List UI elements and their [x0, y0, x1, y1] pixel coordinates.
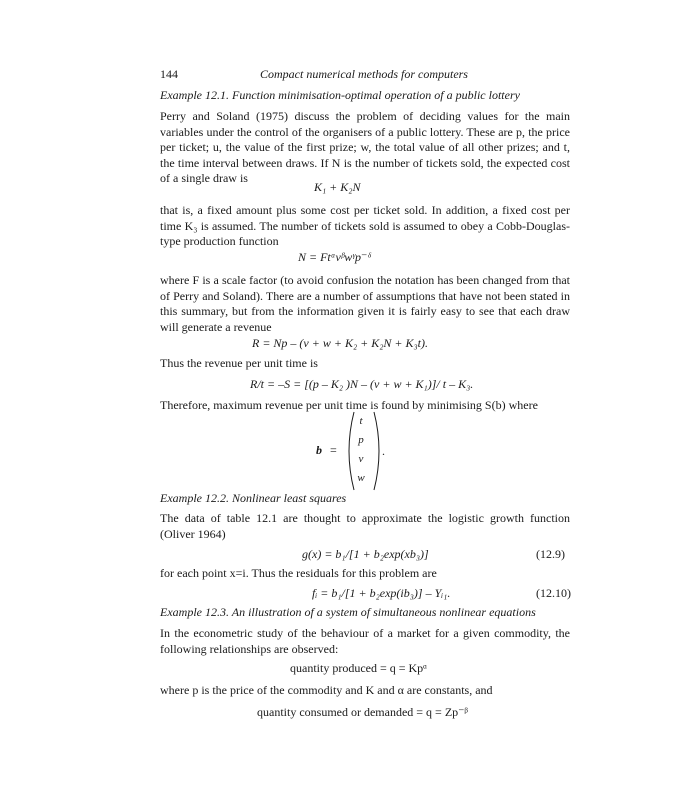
- page-number: 144: [160, 67, 178, 81]
- example-12-1-paragraph-2: that is, a fixed amount plus some cost per ticket sold. In addition, a fixed cost per time K₃ is assumed. The number of tickets sold is assumed to obey a Cobb-Douglas-type production function: [160, 203, 570, 248]
- page-header: [160, 67, 570, 83]
- example-12-1-title: Example 12.1. Function minimisation-optimal operation of a public lottery: [160, 88, 520, 102]
- example-12-2-paragraph-2: for each point x=i. Thus the residuals for this problem are: [160, 566, 437, 580]
- running-title: Compact numerical methods for computers: [260, 67, 468, 81]
- equation-revenue-rate: R/t = –S = [(p – K₂ )N – (v + w + K₁)]/ t – K₃.: [250, 377, 474, 391]
- equation-expected-cost: K₁ + K₂N: [314, 180, 361, 194]
- equation-quantity-demanded: quantity consumed or demanded = q = Zp⁻ᵝ: [257, 705, 468, 719]
- vector-equals-sign: =: [330, 443, 337, 457]
- equation-residuals: fᵢ = b₁/[1 + b₂exp(ib₃)] – Yᵢ₁.: [312, 586, 451, 600]
- vector-entries: [350, 412, 372, 488]
- vector-entry: t: [359, 415, 363, 427]
- example-12-2-title: Example 12.2. Nonlinear least squares: [160, 491, 347, 505]
- example-12-3-paragraph-2: where p is the price of the commodity and K and α are constants, and: [160, 683, 493, 697]
- vector-label: b: [316, 443, 322, 457]
- example-12-2-paragraph-1: The data of table 12.1 are thought to approximate the logistic growth function (Oliver 1964): [160, 511, 570, 541]
- equation-logistic-growth: g(x) = b₁/[1 + b₂exp(xb₃)]: [302, 547, 429, 561]
- vector-entry: w: [357, 472, 365, 484]
- equation-revenue: R = Np – (v + w + K₂ + K₂N + K₃t).: [252, 336, 429, 350]
- vector-entry: v: [358, 453, 364, 465]
- vector-period: .: [382, 444, 385, 458]
- example-12-1-paragraph-5: Therefore, maximum revenue per unit time is found by minimising S(b) where: [160, 398, 538, 412]
- equation-number-12-10: (12.10): [536, 586, 571, 600]
- example-12-1-paragraph-3: where F is a scale factor (to avoid confusion the notation has been changed from that of Perry and Soland). There are a number of assumptions that have not been stated in this summary, but from the information given it is fairly easy to see that each draw will generate a revenue: [160, 273, 570, 334]
- equation-production-function: N = Ftᵅvᵝwᵞp⁻ᵟ: [298, 250, 371, 264]
- vector-entry: p: [358, 434, 364, 446]
- equation-quantity-produced: quantity produced = q = Kpᵅ: [290, 661, 427, 675]
- example-12-1-paragraph-4: Thus the revenue per unit time is: [160, 356, 318, 370]
- example-12-3-title: Example 12.3. An illustration of a system of simultaneous nonlinear equations: [160, 605, 536, 619]
- parameter-vector: [316, 410, 426, 492]
- example-12-3-paragraph-1: In the econometric study of the behaviour of a market for a given commodity, the following relationships are observed:: [160, 626, 570, 656]
- equation-number-12-9: (12.9): [536, 547, 565, 561]
- example-12-1-paragraph-1: Perry and Soland (1975) discuss the problem of deciding values for the main variables under the control of the organisers of a public lottery. These are p, the price per ticket; u, the value of the first prize; w, the total value of all other prizes; and t, the time interval between draws. If N is the number of tickets sold, the expected cost of a single draw is: [160, 109, 570, 185]
